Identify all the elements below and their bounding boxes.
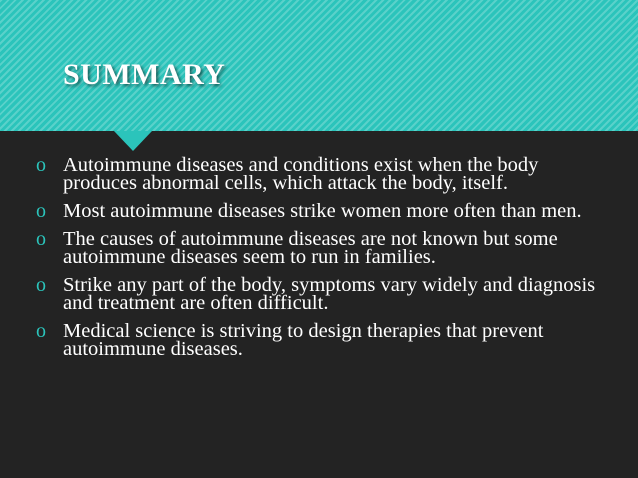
bullet-marker-icon: o xyxy=(36,200,46,222)
list-item xyxy=(36,322,606,358)
list-item xyxy=(36,230,606,266)
slide-title: SUMMARY xyxy=(63,58,226,91)
header-pointer xyxy=(114,131,152,151)
list-item xyxy=(36,276,606,312)
bullet-text: Strike any part of the body, symptoms vary widely and diagnosis and treatment are often difficult. xyxy=(63,274,596,314)
bullet-text: Medical science is striving to design therapies that prevent autoimmune diseases. xyxy=(63,320,544,360)
list-item xyxy=(36,156,606,192)
bullet-text: The causes of autoimmune diseases are not known but some autoimmune diseases seem to run in families. xyxy=(63,228,558,268)
bullet-list xyxy=(36,156,606,368)
header-banner xyxy=(0,0,638,131)
bullet-text: Autoimmune diseases and conditions exist when the body produces abnormal cells, which attack the body, itself. xyxy=(63,154,539,194)
bullet-marker-icon: o xyxy=(36,274,46,296)
list-item xyxy=(36,202,606,220)
bullet-marker-icon: o xyxy=(36,228,46,250)
bullet-text: Most autoimmune diseases strike women more often than men. xyxy=(63,200,582,222)
bullet-marker-icon: o xyxy=(36,320,46,342)
bullet-marker-icon: o xyxy=(36,154,46,176)
